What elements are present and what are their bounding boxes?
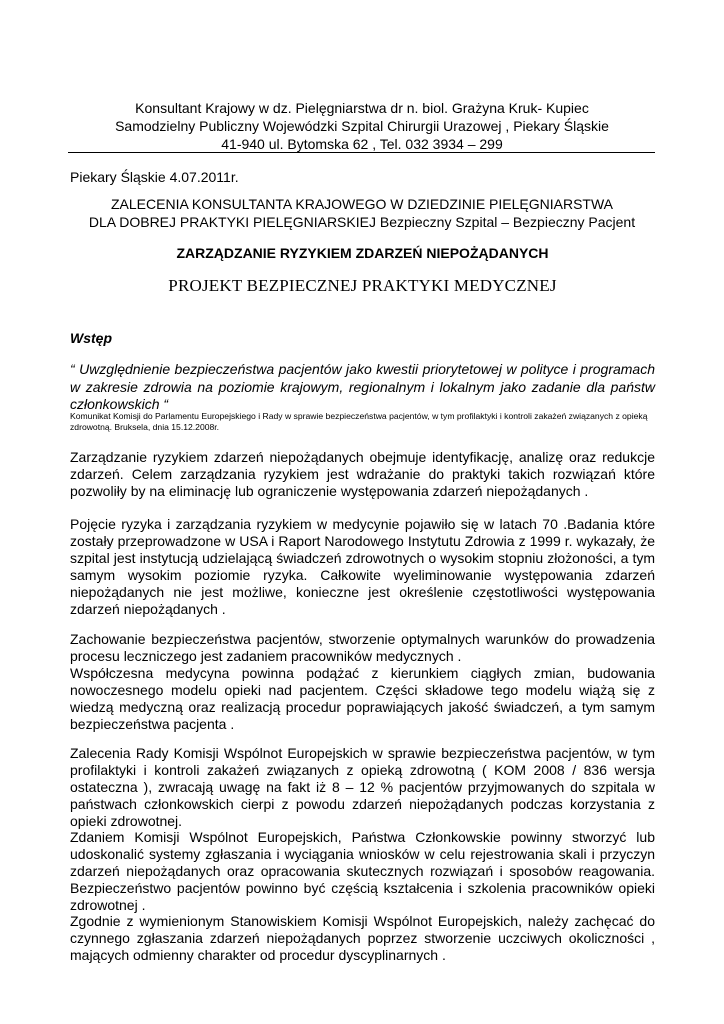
quote-source: Komunikat Komisji do Parlamentu Europejskiego i Rady w sprawie bezpieczeństwa pacjentów, w tym profilaktyki i kontroli zakażeń związanych z opieką zdrowotną. Bruksela, dnia 15.12.2008r. xyxy=(70,411,648,432)
main-heading: ZARZĄDZANIE RYZYKIEM ZDARZEŃ NIEPOŻĄDANYCH xyxy=(176,245,549,261)
body-paragraph-2: Pojęcie ryzyka i zarządzania ryzykiem w medycynie pojawiło się w latach 70 .Badania które zostały przeprowadzone w USA i Raport Narodowego Instytutu Zdrowia z 1999 r. wykazały, że szpital jest instytucją udzielającą świadczeń zdrowotnych o wysokim stopniu złożoności, a tym samym wysokim poziomie ryzyka. Całkowite wyeliminowanie występowania zdarzeń niepożądanych nie jest możliwe, konieczne jest określenie częstotliwości występowania zdarzeń niepożądanych . xyxy=(70,516,655,617)
header-address: 41-940 ul. Bytomska 62 , Tel. 032 3934 – 299 xyxy=(221,136,503,152)
body-paragraph-3: Zachowanie bezpieczeństwa pacjentów, stworzenie optymalnych warunków do prowadzenia procesu leczniczego jest zadaniem pracowników medycznych . xyxy=(70,631,655,664)
document-date: Piekary Śląskie 4.07.2011r. xyxy=(70,169,239,185)
body-paragraph-4: Współczesna medycyna powinna podążać z kierunkiem ciągłych zmian, budowania nowoczesnego modelu opieki nad pacjentem. Części składowe tego modelu wiążą się z wiedzą medyczną oraz realizacją procedur poprawiających jakość świadczeń, a tym samym bezpieczeństwa pacjenta . xyxy=(70,665,655,732)
intro-quote: “ Uwzględnienie bezpieczeństwa pacjentów jako kwestii priorytetowej w polityce i programach w zakresie zdrowia na poziomie krajowym, regionalnym i lokalnym jako zadanie dla państw członkowskich “ xyxy=(70,361,655,412)
body-paragraph-1: Zarządzanie ryzykiem zdarzeń niepożądanych obejmuje identyfikację, analizę oraz redukcje zdarzeń. Celem zarządzania ryzykiem jest wdrażanie do praktyki takich rozwiązań które pozwoliły by na eliminację lub ograniczenie występowania zdarzeń niepożądanych . xyxy=(70,449,655,499)
header-hospital: Samodzielny Publiczny Wojewódzki Szpital Chirurgii Urazowej , Piekary Śląskie xyxy=(115,118,609,134)
body-paragraph-7: Zgodnie z wymienionym Stanowiskiem Komisji Wspólnot Europejskich, należy zachęcać do czynnego zgłaszania zdarzeń niepożądanych poprzez stworzenie uczciwych okoliczności , mających odmienny charakter od procedur dyscyplinarnych . xyxy=(70,913,655,963)
title-line-2: DLA DOBREJ PRAKTYKI PIELĘGNIARSKIEJ Bezpieczny Szpital – Bezpieczny Pacjent xyxy=(88,214,636,230)
project-title: PROJEKT BEZPIECZNEJ PRAKTYKI MEDYCZNEJ xyxy=(168,276,557,295)
section-title: Wstęp xyxy=(70,330,112,346)
body-paragraph-5: Zalecenia Rady Komisji Wspólnot Europejskich w sprawie bezpieczeństwa pacjentów, w tym profilaktyki i kontroli zakażeń związanych z opieką zdrowotną ( KOM 2008 / 836 wersja ostateczna ), zwracają uwagę na fakt iż 8 – 12 % pacjentów przyjmowanych do szpitala w państwach członkowskich cierpi z powodu zdarzeń niepożądanych podczas korzystania z opieki zdrowotnej. xyxy=(70,745,655,829)
header-consultant: Konsultant Krajowy w dz. Pielęgniarstwa dr n. biol. Grażyna Kruk- Kupiec xyxy=(135,100,589,116)
title-line-1: ZALECENIA KONSULTANTA KRAJOWEGO W DZIEDZINIE PIELĘGNIARSTWA xyxy=(111,196,613,212)
header-divider xyxy=(68,152,655,153)
body-paragraph-6: Zdaniem Komisji Wspólnot Europejskich, Państwa Członkowskie powinny stworzyć lub udoskonalić systemy zgłaszania i wyciągania wniosków w celu rejestrowania skali i przyczyn zdarzeń niepożądanych oraz opracowania skutecznych rozwiązań i sposobów reagowania. Bezpieczeństwo pacjentów powinno być częścią kształcenia i szkolenia pracowników opieki zdrowotnej . xyxy=(70,829,655,913)
